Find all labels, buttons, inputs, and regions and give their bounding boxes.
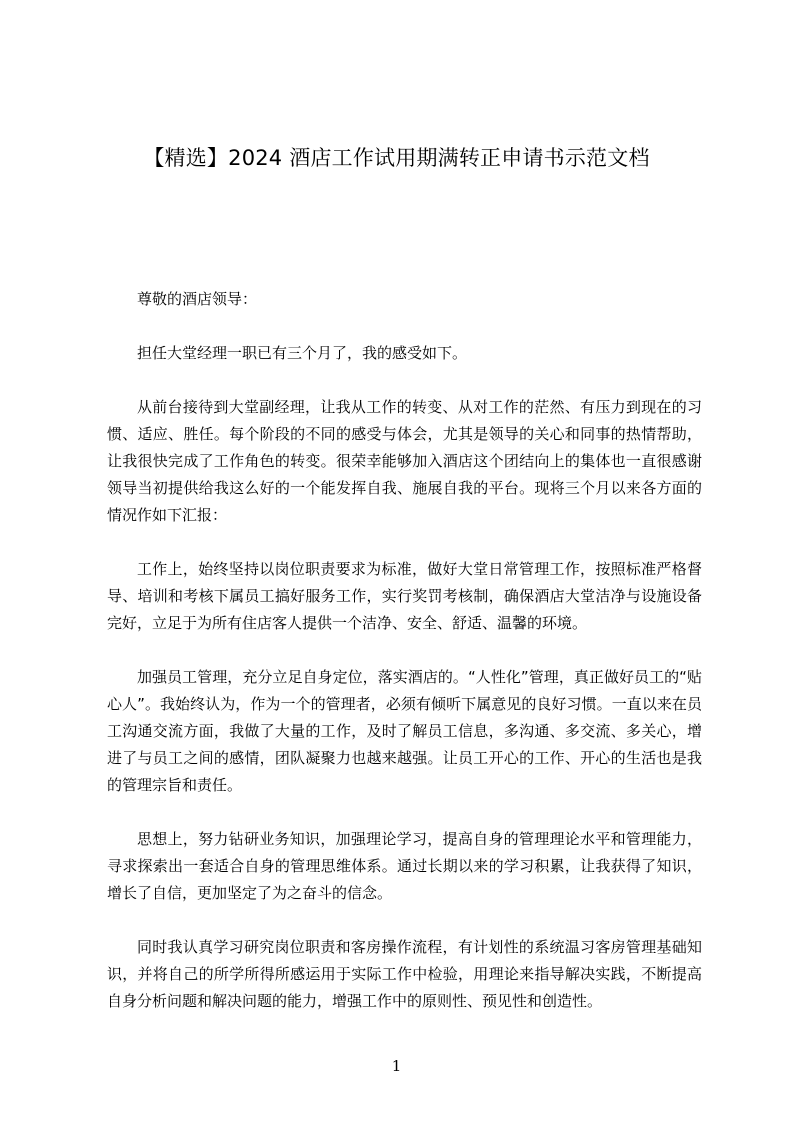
paragraph-4: 加强员工管理，充分立足自身定位，落实酒店的。“人性化”管理，真正做好员工的“贴心人”。我始终认为，作为一个的管理者，必须有倾听下属意见的良好习惯。一直以来在员工沟通交流方面，我做了大量的工作，及时了解员工信息，多沟通、多交流、多关心，增进了与员工之间的感情，团队凝聚力也越来越强。让员工开心的工作、开心的生活也是我的管理宗旨和责任。 — [107, 668, 702, 794]
page-number: 1 — [391, 1057, 402, 1075]
paragraph-2: 从前台接待到大堂副经理，让我从工作的转变、从对工作的茫然、有压力到现在的习惯、适应、胜任。每个阶段的不同的感受与体会，尤其是领导的关心和同事的热情帮助，让我很快完成了工作角色的转变。很荣幸能够加入酒店这个团结向上的集体也一直很感谢领导当初提供给我这么好的一个能发挥自我、施展自我的平台。现将三个月以来各方面的情况作如下汇报： — [107, 398, 702, 524]
document-body — [107, 286, 702, 1042]
paragraph-5: 思想上，努力钻研业务知识，加强理论学习，提高自身的管理理论水平和管理能力，寻求探索出一套适合自身的管理思维体系。通过长期以来的学习积累，让我获得了知识，增长了自信，更加坚定了为之奋斗的信念。 — [107, 830, 702, 902]
greeting: 尊敬的酒店领导： — [137, 290, 258, 308]
paragraph-3: 工作上，始终坚持以岗位职责要求为标准，做好大堂日常管理工作，按照标准严格督导、培训和考核下属员工搞好服务工作，实行奖罚考核制，确保酒店大堂洁净与设施设备完好，立足于为所有住店客人提供一个洁净、安全、舒适、温馨的环境。 — [107, 560, 702, 632]
document-title: 【精选】2024 酒店工作试用期满转正申请书示范文档 — [143, 146, 650, 170]
paragraph-6: 同时我认真学习研究岗位职责和客房操作流程，有计划性的系统温习客房管理基础知识，并将自己的所学所得所感运用于实际工作中检验，用理论来指导解决实践，不断提高自身分析问题和解决问题的能力，增强工作中的原则性、预见性和创造性。 — [107, 938, 702, 1010]
paragraph-1: 担任大堂经理一职已有三个月了，我的感受如下。 — [137, 344, 468, 362]
